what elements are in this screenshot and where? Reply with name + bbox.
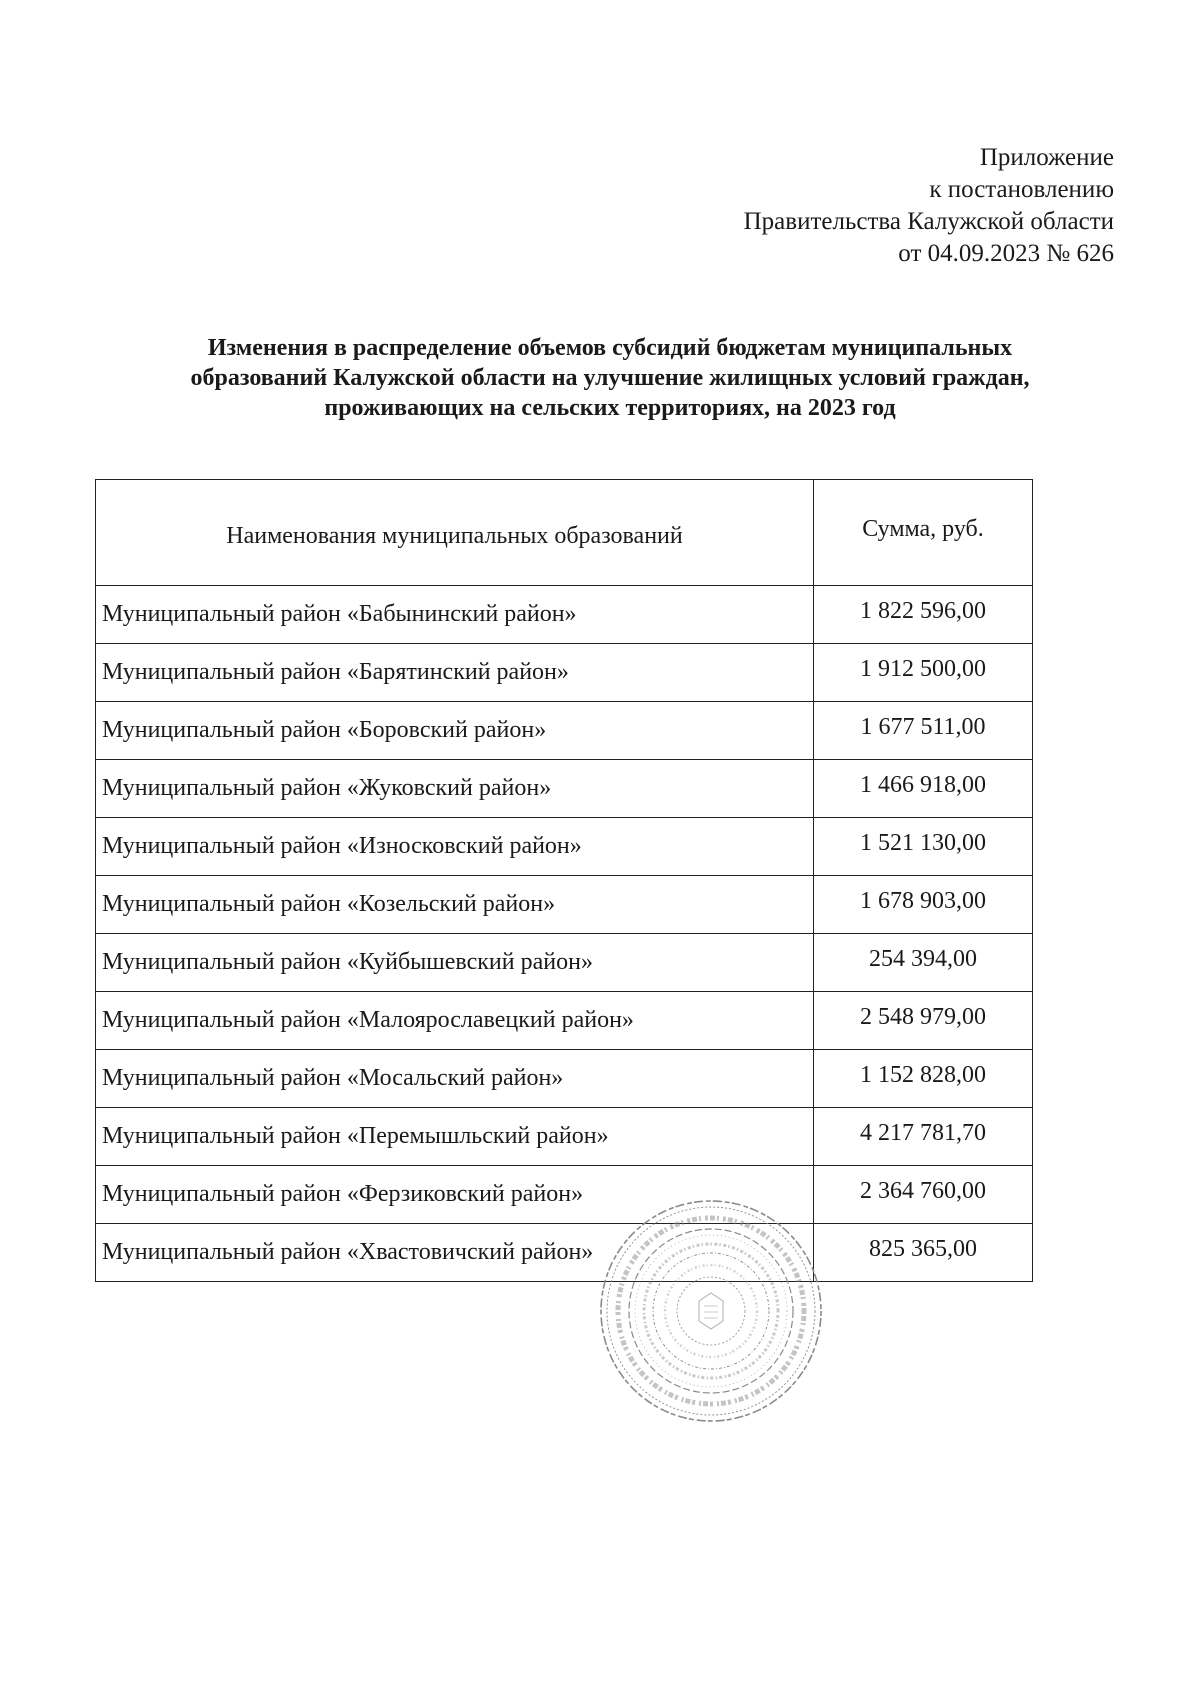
seal-graphic xyxy=(598,1198,824,1424)
appendix-label: Приложение xyxy=(979,144,1114,171)
row-name: Муниципальный район «Барятинский район» xyxy=(96,644,814,702)
table-row xyxy=(96,702,1033,760)
table-row xyxy=(96,876,1033,934)
title-line-3: проживающих на сельских территориях, на 2023 год xyxy=(324,395,896,421)
distribution-table xyxy=(95,479,1033,1282)
row-name: Муниципальный район «Малоярославецкий район» xyxy=(96,992,814,1050)
row-sum: 1 677 511,00 xyxy=(814,702,1033,760)
row-name: Муниципальный район «Мосальский район» xyxy=(96,1050,814,1108)
row-sum: 1 152 828,00 xyxy=(814,1050,1033,1108)
table-row xyxy=(96,934,1033,992)
row-name: Муниципальный район «Жуковский район» xyxy=(96,760,814,818)
row-name: Муниципальный район «Износковский район» xyxy=(96,818,814,876)
table-row xyxy=(96,1050,1033,1108)
table-row xyxy=(96,818,1033,876)
row-sum: 2 364 760,00 xyxy=(814,1166,1033,1224)
table-row xyxy=(96,644,1033,702)
row-name: Муниципальный район «Ферзиковский район» xyxy=(96,1166,814,1224)
row-name: Муниципальный район «Куйбышевский район» xyxy=(96,934,814,992)
row-sum: 825 365,00 xyxy=(814,1224,1033,1282)
header-sum: Сумма, руб. xyxy=(814,480,1033,586)
table-row xyxy=(96,586,1033,644)
appendix-authority: Правительства Калужской области xyxy=(743,208,1114,235)
row-name: Муниципальный район «Боровский район» xyxy=(96,702,814,760)
appendix-date-number: от 04.09.2023 № 626 xyxy=(898,240,1114,267)
appendix-header xyxy=(744,142,1114,270)
row-name: Муниципальный район «Козельский район» xyxy=(96,876,814,934)
row-name: Муниципальный район «Бабынинский район» xyxy=(96,586,814,644)
title-line-1: Изменения в распределение объемов субсидий бюджетам муниципальных xyxy=(207,335,1013,361)
row-name: Муниципальный район «Хвастовичский район» xyxy=(96,1224,814,1282)
table-row xyxy=(96,992,1033,1050)
row-sum: 1 678 903,00 xyxy=(814,876,1033,934)
table-header-row xyxy=(96,480,1033,586)
row-sum: 2 548 979,00 xyxy=(814,992,1033,1050)
appendix-reference: к постановлению xyxy=(929,176,1114,203)
row-sum: 1 912 500,00 xyxy=(814,644,1033,702)
row-sum: 254 394,00 xyxy=(814,934,1033,992)
row-sum: 1 521 130,00 xyxy=(814,818,1033,876)
row-sum: 1 822 596,00 xyxy=(814,586,1033,644)
table-row xyxy=(96,1224,1033,1282)
table-row xyxy=(96,1108,1033,1166)
table-row xyxy=(96,1166,1033,1224)
document-title xyxy=(60,333,1160,423)
row-name: Муниципальный район «Перемышльский район» xyxy=(96,1108,814,1166)
row-sum: 4 217 781,70 xyxy=(814,1108,1033,1166)
official-seal-icon xyxy=(598,1198,824,1424)
title-line-2: образований Калужской области на улучшение жилищных условий граждан, xyxy=(190,365,1030,391)
row-sum: 1 466 918,00 xyxy=(814,760,1033,818)
header-name: Наименования муниципальных образований xyxy=(96,480,814,586)
table-row xyxy=(96,760,1033,818)
